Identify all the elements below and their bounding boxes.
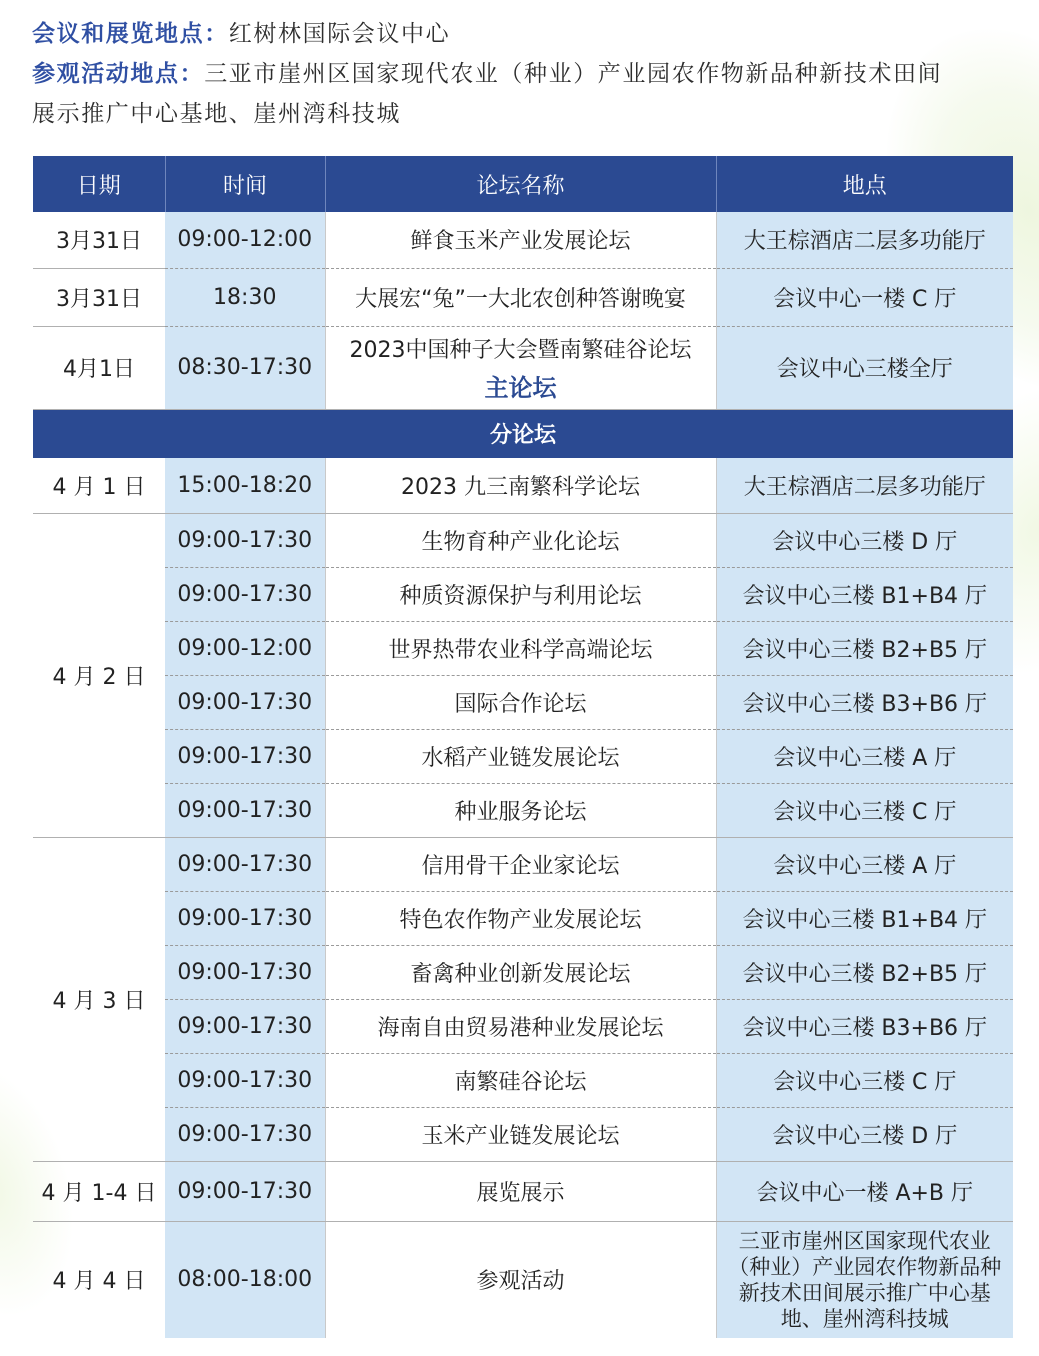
date-cell: 4 月 2 日 xyxy=(33,514,165,838)
venue-label: 会议和展览地点： xyxy=(32,21,229,47)
date-cell: 4 月 1-4 日 xyxy=(33,1162,165,1222)
forum-name-cell: 海南自由贸易港种业发展论坛 xyxy=(325,1000,716,1054)
visit-value: 三亚市崖州区国家现代农业（种业）产业园农作物新品种新技术田间 xyxy=(204,61,943,87)
location-cell: 会议中心三楼 B1+B4 厅 xyxy=(716,568,1013,622)
table-row xyxy=(33,892,1013,946)
location-cell: 会议中心三楼 B2+B5 厅 xyxy=(716,622,1013,676)
time-cell: 09:00-17:30 xyxy=(165,730,325,784)
forum-name-cell: 2023 九三南繁科学论坛 xyxy=(325,458,716,514)
forum-name-cell: 展览展示 xyxy=(325,1162,716,1222)
location-cell: 会议中心三楼 B3+B6 厅 xyxy=(716,1000,1013,1054)
location-line: 新技术田间展示推广中心基 xyxy=(738,1280,991,1305)
table-row xyxy=(33,458,1013,514)
location-cell: 会议中心三楼 A 厅 xyxy=(716,838,1013,892)
time-cell: 09:00-17:30 xyxy=(165,676,325,730)
forum-name-cell: 国际合作论坛 xyxy=(325,676,716,730)
table-row xyxy=(33,514,1013,568)
forum-name-cell: 种质资源保护与利用论坛 xyxy=(325,568,716,622)
location-cell: 大王棕酒店二层多功能厅 xyxy=(716,458,1013,514)
table-row xyxy=(33,1162,1013,1222)
time-cell: 15:00-18:20 xyxy=(165,458,325,514)
date-cell: 4月1日 xyxy=(33,326,165,409)
time-cell: 08:30-17:30 xyxy=(165,326,325,409)
table-row xyxy=(33,1222,1013,1338)
visit-value-continued: 展示推广中心基地、崖州湾科技城 xyxy=(32,101,401,127)
time-cell: 09:00-17:30 xyxy=(165,568,325,622)
subforum-header-row xyxy=(33,409,1013,458)
date-cell: 3月31日 xyxy=(33,212,165,268)
location-cell: 会议中心三楼 D 厅 xyxy=(716,514,1013,568)
location-cell: 会议中心一楼 C 厅 xyxy=(716,268,1013,326)
time-cell: 09:00-17:30 xyxy=(165,784,325,838)
table-row xyxy=(33,676,1013,730)
table-row xyxy=(33,268,1013,326)
forum-name-cell: 畜禽种业创新发展论坛 xyxy=(325,946,716,1000)
time-cell: 09:00-17:30 xyxy=(165,1108,325,1162)
table-row xyxy=(33,326,1013,409)
column-header-time: 时间 xyxy=(165,156,325,212)
location-cell: 会议中心三楼 C 厅 xyxy=(716,1054,1013,1108)
location-line: 三亚市崖州区国家现代农业 xyxy=(738,1228,991,1253)
forum-name-cell: 鲜食玉米产业发展论坛 xyxy=(325,212,716,268)
time-cell: 09:00-17:30 xyxy=(165,946,325,1000)
table-row xyxy=(33,1000,1013,1054)
location-cell: 会议中心一楼 A+B 厅 xyxy=(716,1162,1013,1222)
location-cell: 会议中心三楼全厅 xyxy=(716,326,1013,409)
venue-value: 红树林国际会议中心 xyxy=(228,21,451,47)
table-row xyxy=(33,730,1013,784)
forum-name-cell: 种业服务论坛 xyxy=(325,784,716,838)
table-header-row xyxy=(33,156,1013,212)
subforum-title: 分论坛 xyxy=(33,409,1013,458)
table-row xyxy=(33,568,1013,622)
time-cell: 09:00-17:30 xyxy=(165,514,325,568)
location-cell: 会议中心三楼 B2+B5 厅 xyxy=(716,946,1013,1000)
column-header-date: 日期 xyxy=(33,156,165,212)
forum-name-cell: 特色农作物产业发展论坛 xyxy=(325,892,716,946)
schedule-table xyxy=(33,156,1013,1338)
column-header-location: 地点 xyxy=(716,156,1013,212)
time-cell: 09:00-12:00 xyxy=(165,212,325,268)
location-cell: 会议中心三楼 A 厅 xyxy=(716,730,1013,784)
forum-name-cell xyxy=(325,326,716,409)
table-row xyxy=(33,838,1013,892)
location-cell: 会议中心三楼 D 厅 xyxy=(716,1108,1013,1162)
forum-name-cell: 玉米产业链发展论坛 xyxy=(325,1108,716,1162)
forum-name-cell: 生物育种产业化论坛 xyxy=(325,514,716,568)
table-row xyxy=(33,1108,1013,1162)
visit-label: 参观活动地点： xyxy=(32,61,205,87)
visit-line-continued xyxy=(32,94,1019,134)
time-cell: 09:00-17:30 xyxy=(165,838,325,892)
forum-name-cell: 世界热带农业科学高端论坛 xyxy=(325,622,716,676)
date-cell: 3月31日 xyxy=(33,268,165,326)
date-cell: 4 月 4 日 xyxy=(52,1269,146,1295)
location-cell: 会议中心三楼 C 厅 xyxy=(716,784,1013,838)
forum-name-cell: 信用骨干企业家论坛 xyxy=(325,838,716,892)
time-cell: 09:00-17:30 xyxy=(165,892,325,946)
location-cell: 大王棕酒店二层多功能厅 xyxy=(716,212,1013,268)
location-cell xyxy=(716,1222,1013,1338)
forum-name-cell: 参观活动 xyxy=(325,1222,716,1338)
location-line: （种业）产业园农作物新品种 xyxy=(728,1254,1002,1279)
main-forum-label: 主论坛 xyxy=(484,373,557,402)
location-cell: 会议中心三楼 B1+B4 厅 xyxy=(716,892,1013,946)
venue-info xyxy=(32,14,1019,134)
table-row xyxy=(33,622,1013,676)
time-cell: 09:00-12:00 xyxy=(165,622,325,676)
table-row xyxy=(33,212,1013,268)
time-cell: 09:00-17:30 xyxy=(165,1162,325,1222)
table-row xyxy=(33,946,1013,1000)
forum-name: 2023中国种子大会暨南繁硅谷论坛 xyxy=(349,337,692,363)
forum-name-cell: 水稻产业链发展论坛 xyxy=(325,730,716,784)
visit-line xyxy=(32,54,1019,94)
location-line: 地、崖州湾科技城 xyxy=(780,1306,949,1331)
date-cell: 4 月 3 日 xyxy=(33,838,165,1162)
forum-name-cell: 南繁硅谷论坛 xyxy=(325,1054,716,1108)
time-cell: 09:00-17:30 xyxy=(165,1000,325,1054)
time-cell: 18:30 xyxy=(165,268,325,326)
time-cell: 08:00-18:00 xyxy=(165,1222,325,1338)
forum-name-cell: 大展宏“兔”一大北农创种答谢晚宴 xyxy=(325,268,716,326)
location-cell: 会议中心三楼 B3+B6 厅 xyxy=(716,676,1013,730)
column-header-forum: 论坛名称 xyxy=(325,156,716,212)
date-cell: 4 月 1 日 xyxy=(33,458,165,514)
table-row xyxy=(33,784,1013,838)
time-cell: 09:00-17:30 xyxy=(165,1054,325,1108)
venue-line xyxy=(32,14,1019,54)
table-row xyxy=(33,1054,1013,1108)
